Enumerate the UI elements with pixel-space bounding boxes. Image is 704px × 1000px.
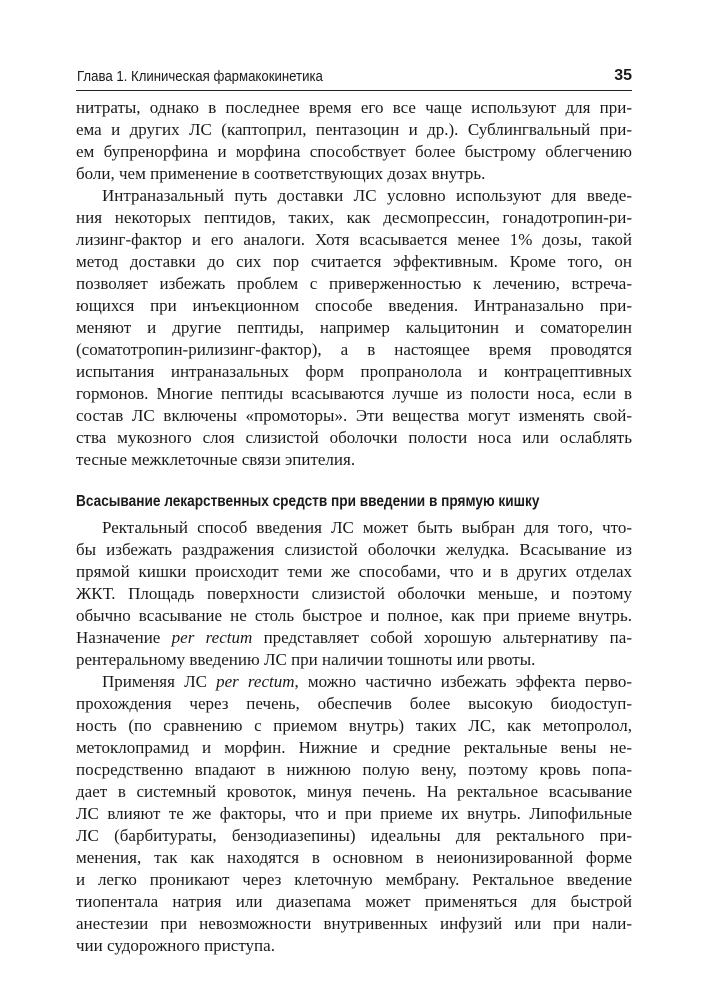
paragraph-intranasal (76, 185, 632, 471)
text-line: позволяет избежать проблем с приверженностью к лечению, встреча- (76, 274, 632, 293)
page-number: 35 (614, 67, 632, 84)
text-line: (соматотропин-рилизинг-фактор), а в настоящее время проводятся (76, 340, 632, 359)
text-line: лизинг-фактор и его аналоги. Хотя всасывается менее 1% дозы, такой (76, 230, 632, 249)
text-line: ем бупренорфина и морфина способствует более быстрому облегчению (76, 142, 632, 161)
text-line: ния некоторых пептидов, таких, как десмопрессин, гонадотропин-ри- (76, 208, 632, 227)
text-line: ность (по сравнению с приемом внутрь) таких ЛС, как метопролол, (76, 716, 632, 735)
section-heading: Всасывание лекарственных средств при введении в прямую кишку (76, 493, 540, 510)
text-line: боли, чем применение в соответствующих дозах внутрь. (76, 164, 486, 183)
text-line: ЛС (барбитураты, бензодиазепины) идеальны для ректального при- (76, 826, 632, 845)
text-run: представляет собой хорошую альтернативу па- (252, 628, 632, 647)
text-line: меняют и другие пептиды, например кальцитонин и соматорелин (76, 318, 632, 337)
text-line: Ректальный способ введения ЛС может быть выбран для того, что- (102, 518, 632, 537)
text-line: менения, так как находятся в основном в неионизированной форме (76, 848, 632, 867)
text-line: прохождения через печень, обеспечив более высокую биодоступ- (76, 694, 632, 713)
text-line (76, 627, 632, 649)
running-header (76, 64, 632, 91)
text-line: метоклопрамид и морфин. Нижние и средние ректальные вены не- (76, 738, 632, 757)
text-line: посредственно впадают в нижнюю полую вену, поэтому кровь попа- (76, 760, 632, 779)
page-body (76, 97, 632, 957)
text-line: гормонов. Многие пептиды всасываются лучше из полости носа, если в (76, 384, 632, 403)
text-line: тесные межклеточные связи эпителия. (76, 450, 356, 469)
text-line: тиопентала натрия или диазепама может применяться для быстрой (76, 892, 632, 911)
text-line: метод доставки до сих пор считается эффективным. Кроме того, он (76, 252, 632, 271)
text-line: прямой кишки происходит теми же способами, что и в других отделах (76, 562, 632, 581)
text-line: бы избежать раздражения слизистой оболочки желудка. Всасывание из (76, 540, 632, 559)
text-line: ства мукозного слоя слизистой оболочки полости носа или ослаблять (76, 428, 632, 447)
text-run: , можно частично избежать эффекта перво- (294, 672, 632, 691)
text-line: испытания интраназальных форм пропранолола и контрацептивных (76, 362, 632, 381)
text-line: чии судорожного приступа. (76, 936, 275, 955)
latin-term: per rectum (171, 628, 253, 647)
text-line: ющихся при инъекционном способе введения. Интраназально при- (76, 296, 632, 315)
text-line: нитраты, однако в последнее время его все чаще используют для при- (76, 98, 632, 117)
text-run: Применяя ЛС (102, 672, 217, 691)
text-line: обычно всасывание не столь быстрое и полное, как при приеме внутрь. (76, 606, 632, 625)
text-run: Назначение (76, 628, 172, 647)
paragraph-per-rectum (76, 671, 632, 957)
text-line: ЖКТ. Площадь поверхности слизистой оболочки меньше, и поэтому (76, 584, 632, 603)
text-line: ЛС влияют те же факторы, что и при приеме их внутрь. Липофильные (76, 804, 632, 823)
text-line: и легко проникают через клеточную мембрану. Ректальное введение (76, 870, 632, 889)
latin-term: per rectum (216, 672, 295, 691)
text-line (76, 671, 632, 693)
paragraph-sublingual (76, 97, 632, 185)
paragraph-rectal (76, 517, 632, 671)
text-line: анестезии при невозможности внутривенных инфузий или при нали- (76, 914, 632, 933)
text-line: ема и других ЛС (каптоприл, пентазоцин и др.). Сублингвальный при- (76, 120, 632, 139)
text-line: Интраназальный путь доставки ЛС условно используют для введе- (102, 186, 632, 205)
text-line: рентеральному введению ЛС при наличии тошноты или рвоты. (76, 650, 536, 669)
chapter-title: Глава 1. Клиническая фармакокинетика (77, 68, 323, 85)
text-line: состав ЛС включены «промоторы». Эти вещества могут изменять свой- (76, 406, 632, 425)
text-line: дает в системный кровоток, минуя печень. На ректальное всасывание (76, 782, 632, 801)
